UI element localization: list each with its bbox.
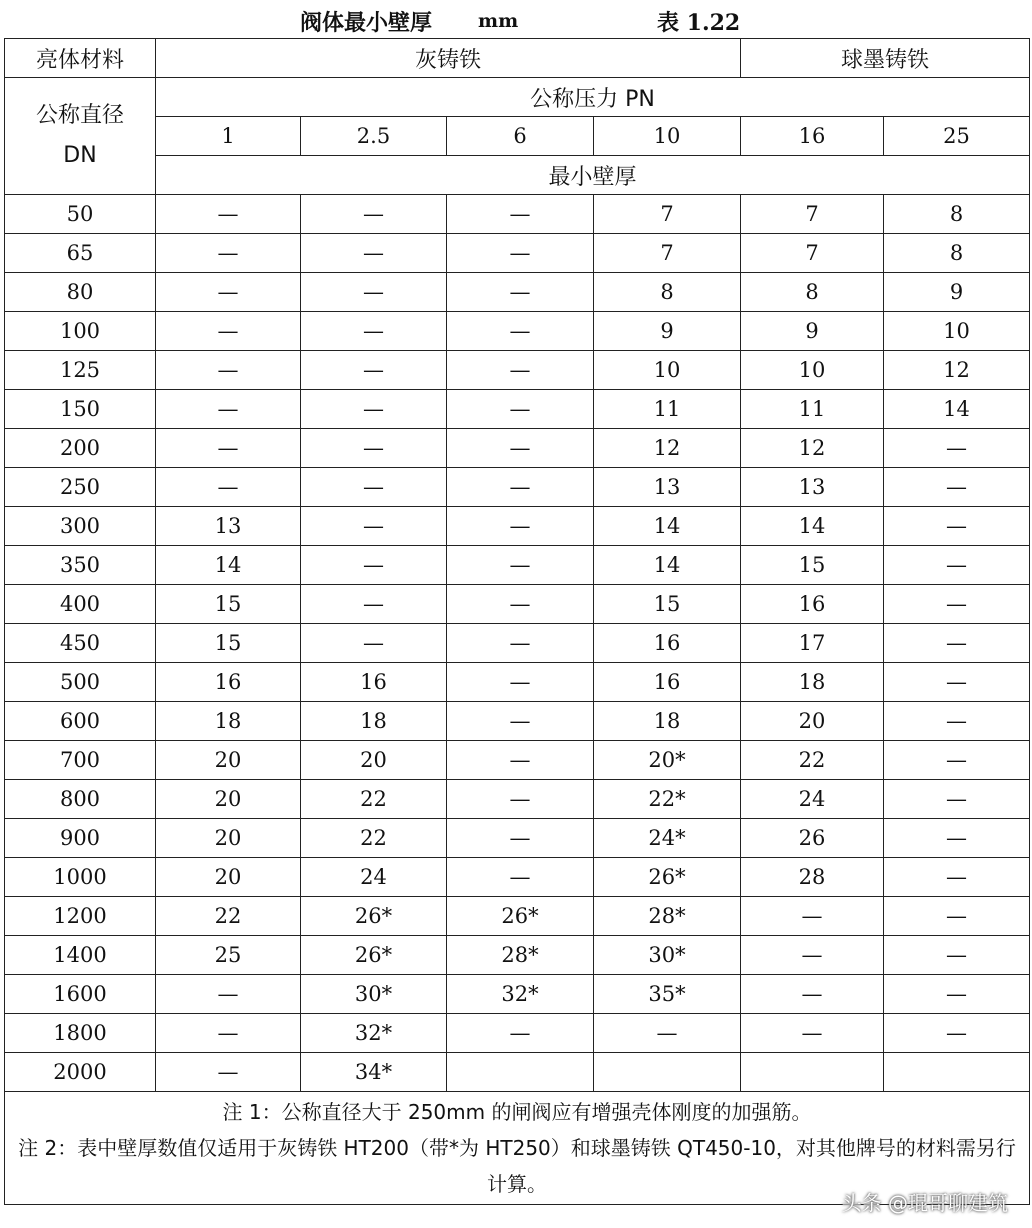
thickness-cell xyxy=(884,1053,1030,1092)
note-1: 注 1：公称直径大于 250mm 的闸阀应有增强壳体刚度的加强筋。 xyxy=(222,1100,812,1124)
thickness-cell: — xyxy=(884,546,1030,585)
thickness-cell: — xyxy=(447,858,594,897)
thickness-cell: — xyxy=(447,819,594,858)
pn-value: 10 xyxy=(594,117,741,156)
table-row xyxy=(5,819,1030,858)
thickness-cell: 13 xyxy=(156,507,301,546)
thickness-cell: — xyxy=(156,468,301,507)
thickness-cell: — xyxy=(447,663,594,702)
thickness-cell: — xyxy=(741,897,884,936)
thickness-cell: — xyxy=(301,312,447,351)
thickness-cell: 28* xyxy=(447,936,594,975)
dn-cell: 350 xyxy=(5,546,156,585)
thickness-cell: — xyxy=(156,273,301,312)
thickness-cell: — xyxy=(301,429,447,468)
thickness-cell: 16 xyxy=(594,663,741,702)
thickness-cell: — xyxy=(447,468,594,507)
table-row xyxy=(5,546,1030,585)
thickness-cell: — xyxy=(447,429,594,468)
thickness-cell: — xyxy=(884,624,1030,663)
thickness-cell: 25 xyxy=(156,936,301,975)
thickness-cell: — xyxy=(884,585,1030,624)
thickness-cell: 20 xyxy=(156,780,301,819)
table-row xyxy=(5,234,1030,273)
table-row xyxy=(5,1053,1030,1092)
table-title xyxy=(0,2,1032,36)
thickness-cell: — xyxy=(447,273,594,312)
dn-cell: 200 xyxy=(5,429,156,468)
thickness-cell: — xyxy=(741,1014,884,1053)
dn-cell: 450 xyxy=(5,624,156,663)
thickness-cell: 14 xyxy=(594,546,741,585)
thickness-cell: — xyxy=(156,975,301,1014)
thickness-cell: — xyxy=(884,468,1030,507)
thickness-cell: — xyxy=(301,195,447,234)
thickness-cell: 13 xyxy=(741,468,884,507)
dn-cell: 250 xyxy=(5,468,156,507)
thickness-cell: — xyxy=(447,546,594,585)
table-row xyxy=(5,195,1030,234)
dn-cell: 50 xyxy=(5,195,156,234)
dn-cell: 800 xyxy=(5,780,156,819)
thickness-cell: 13 xyxy=(594,468,741,507)
thickness-cell: — xyxy=(301,351,447,390)
thickness-cell: — xyxy=(447,585,594,624)
table-row xyxy=(5,1014,1030,1053)
thickness-cell: — xyxy=(884,429,1030,468)
thickness-cell: 12 xyxy=(594,429,741,468)
table-row xyxy=(5,975,1030,1014)
table-row xyxy=(5,702,1030,741)
thickness-cell: 35* xyxy=(594,975,741,1014)
table-row xyxy=(5,468,1030,507)
thickness-cell: 24 xyxy=(301,858,447,897)
table-row xyxy=(5,897,1030,936)
thickness-cell: 15 xyxy=(594,585,741,624)
thickness-cell: 18 xyxy=(301,702,447,741)
dn-cell: 2000 xyxy=(5,1053,156,1092)
thickness-cell xyxy=(741,1053,884,1092)
thickness-cell: — xyxy=(156,429,301,468)
thickness-cell: 26* xyxy=(301,897,447,936)
thickness-cell: 16 xyxy=(156,663,301,702)
watermark: 头条 @琨哥聊建筑 xyxy=(841,1191,1008,1215)
thickness-cell: — xyxy=(447,624,594,663)
note-2: 注 2：表中壁厚数值仅适用于灰铸铁 HT200（带*为 HT250）和球墨铸铁 QT450-10，对其他牌号的材料需另行计算。 xyxy=(18,1136,1016,1196)
table-row xyxy=(5,507,1030,546)
table-row xyxy=(5,936,1030,975)
thickness-cell: — xyxy=(884,819,1030,858)
title-table-number: 表 1.22 xyxy=(657,10,741,36)
pn-value: 1 xyxy=(156,117,301,156)
thickness-cell: — xyxy=(884,702,1030,741)
dn-cell: 80 xyxy=(5,273,156,312)
thickness-cell: — xyxy=(301,468,447,507)
thickness-cell: 28* xyxy=(594,897,741,936)
thickness-cell: 16 xyxy=(594,624,741,663)
thickness-cell: — xyxy=(156,195,301,234)
thickness-cell: 12 xyxy=(884,351,1030,390)
thickness-cell: 10 xyxy=(594,351,741,390)
dn-cell: 1600 xyxy=(5,975,156,1014)
thickness-cell: — xyxy=(301,546,447,585)
ductile-iron-header: 球墨铸铁 xyxy=(741,39,1030,78)
dn-cell: 150 xyxy=(5,390,156,429)
thickness-cell: 7 xyxy=(594,234,741,273)
thickness-cell: 26* xyxy=(594,858,741,897)
thickness-cell: 26* xyxy=(301,936,447,975)
thickness-cell: 22 xyxy=(301,819,447,858)
table-row xyxy=(5,429,1030,468)
thickness-cell: 24* xyxy=(594,819,741,858)
thickness-cell: — xyxy=(447,351,594,390)
thickness-cell: — xyxy=(741,936,884,975)
thickness-cell: — xyxy=(884,507,1030,546)
thickness-cell: — xyxy=(884,897,1030,936)
pn-value: 16 xyxy=(741,117,884,156)
thickness-cell: 28 xyxy=(741,858,884,897)
min-wall-header: 最小壁厚 xyxy=(156,156,1030,195)
pn-value: 2.5 xyxy=(301,117,447,156)
dn-cell: 100 xyxy=(5,312,156,351)
thickness-cell: — xyxy=(156,390,301,429)
thickness-cell: — xyxy=(156,1053,301,1092)
thickness-cell: 20* xyxy=(594,741,741,780)
thickness-cell: — xyxy=(447,195,594,234)
thickness-cell: — xyxy=(301,273,447,312)
thickness-cell xyxy=(447,1053,594,1092)
thickness-cell: — xyxy=(156,312,301,351)
thickness-cell: 15 xyxy=(741,546,884,585)
thickness-cell: — xyxy=(884,741,1030,780)
thickness-cell: 14 xyxy=(594,507,741,546)
dn-cell: 1000 xyxy=(5,858,156,897)
thickness-cell: — xyxy=(447,507,594,546)
thickness-cell: 14 xyxy=(741,507,884,546)
table-row xyxy=(5,780,1030,819)
title-main: 阀体最小壁厚 xyxy=(300,10,433,36)
thickness-cell: 24 xyxy=(741,780,884,819)
thickness-cell: 9 xyxy=(594,312,741,351)
dn-cell: 125 xyxy=(5,351,156,390)
thickness-cell: 7 xyxy=(741,195,884,234)
thickness-cell: — xyxy=(301,390,447,429)
thickness-cell: — xyxy=(447,780,594,819)
dn-cell: 700 xyxy=(5,741,156,780)
title-unit: mm xyxy=(478,10,519,32)
thickness-cell: 9 xyxy=(741,312,884,351)
dn-cell: 1800 xyxy=(5,1014,156,1053)
thickness-cell: 22 xyxy=(741,741,884,780)
thickness-cell: 15 xyxy=(156,585,301,624)
thickness-cell: — xyxy=(884,780,1030,819)
thickness-cell: 16 xyxy=(301,663,447,702)
dn-cell: 900 xyxy=(5,819,156,858)
dn-cell: 500 xyxy=(5,663,156,702)
thickness-cell: 18 xyxy=(741,663,884,702)
thickness-cell: — xyxy=(447,390,594,429)
thickness-cell: 20 xyxy=(301,741,447,780)
dn-header: 公称直径 DN xyxy=(5,78,156,195)
table-row xyxy=(5,585,1030,624)
table-row xyxy=(5,351,1030,390)
thickness-cell: 18 xyxy=(594,702,741,741)
thickness-cell: — xyxy=(447,312,594,351)
thickness-cell: — xyxy=(301,624,447,663)
thickness-cell: 20 xyxy=(741,702,884,741)
thickness-cell: 30* xyxy=(594,936,741,975)
thickness-cell: 20 xyxy=(156,858,301,897)
thickness-cell: 8 xyxy=(741,273,884,312)
thickness-cell: 32* xyxy=(301,1014,447,1053)
thickness-cell: 32* xyxy=(447,975,594,1014)
thickness-cell: 8 xyxy=(884,195,1030,234)
thickness-cell: 34* xyxy=(301,1053,447,1092)
thickness-cell: 26* xyxy=(447,897,594,936)
thickness-cell: 26 xyxy=(741,819,884,858)
thickness-cell: 12 xyxy=(741,429,884,468)
table-row xyxy=(5,858,1030,897)
thickness-cell: — xyxy=(884,858,1030,897)
pn-value: 6 xyxy=(447,117,594,156)
dn-cell: 1200 xyxy=(5,897,156,936)
thickness-cell: 14 xyxy=(156,546,301,585)
dn-cell: 1400 xyxy=(5,936,156,975)
thickness-cell: 10 xyxy=(884,312,1030,351)
thickness-cell: — xyxy=(741,975,884,1014)
thickness-cell: 7 xyxy=(741,234,884,273)
thickness-cell: 8 xyxy=(594,273,741,312)
thickness-cell: — xyxy=(156,351,301,390)
thickness-cell: — xyxy=(156,234,301,273)
gray-iron-header: 灰铸铁 xyxy=(156,39,741,78)
table-row xyxy=(5,741,1030,780)
thickness-cell: — xyxy=(884,936,1030,975)
thickness-cell: 17 xyxy=(741,624,884,663)
thickness-cell: 11 xyxy=(741,390,884,429)
thickness-cell: 20 xyxy=(156,819,301,858)
table-row xyxy=(5,390,1030,429)
thickness-cell xyxy=(594,1053,741,1092)
thickness-cell: — xyxy=(884,1014,1030,1053)
thickness-cell: — xyxy=(301,507,447,546)
dn-cell: 300 xyxy=(5,507,156,546)
thickness-cell: 22* xyxy=(594,780,741,819)
thickness-cell: — xyxy=(447,234,594,273)
thickness-cell: 22 xyxy=(301,780,447,819)
thickness-cell: — xyxy=(447,1014,594,1053)
table-row xyxy=(5,663,1030,702)
thickness-cell: 9 xyxy=(884,273,1030,312)
thickness-cell: — xyxy=(447,702,594,741)
thickness-cell: — xyxy=(301,585,447,624)
pn-value: 25 xyxy=(884,117,1030,156)
thickness-cell: — xyxy=(447,741,594,780)
thickness-cell: 15 xyxy=(156,624,301,663)
thickness-cell: — xyxy=(884,975,1030,1014)
thickness-cell: — xyxy=(884,663,1030,702)
material-header: 亮体材料 xyxy=(5,39,156,78)
pn-header: 公称压力 PN xyxy=(156,78,1030,117)
wall-thickness-table xyxy=(4,38,1030,1205)
thickness-cell: 10 xyxy=(741,351,884,390)
thickness-cell: — xyxy=(301,234,447,273)
thickness-cell: 16 xyxy=(741,585,884,624)
thickness-cell: 8 xyxy=(884,234,1030,273)
table-row xyxy=(5,273,1030,312)
thickness-cell: 14 xyxy=(884,390,1030,429)
table-body xyxy=(5,195,1030,1092)
table-row xyxy=(5,312,1030,351)
thickness-cell: 20 xyxy=(156,741,301,780)
thickness-cell: 30* xyxy=(301,975,447,1014)
dn-cell: 600 xyxy=(5,702,156,741)
thickness-cell: 22 xyxy=(156,897,301,936)
thickness-cell: 7 xyxy=(594,195,741,234)
thickness-cell: 18 xyxy=(156,702,301,741)
dn-cell: 400 xyxy=(5,585,156,624)
thickness-cell: — xyxy=(594,1014,741,1053)
table-row xyxy=(5,624,1030,663)
thickness-cell: 11 xyxy=(594,390,741,429)
thickness-cell: — xyxy=(156,1014,301,1053)
dn-cell: 65 xyxy=(5,234,156,273)
